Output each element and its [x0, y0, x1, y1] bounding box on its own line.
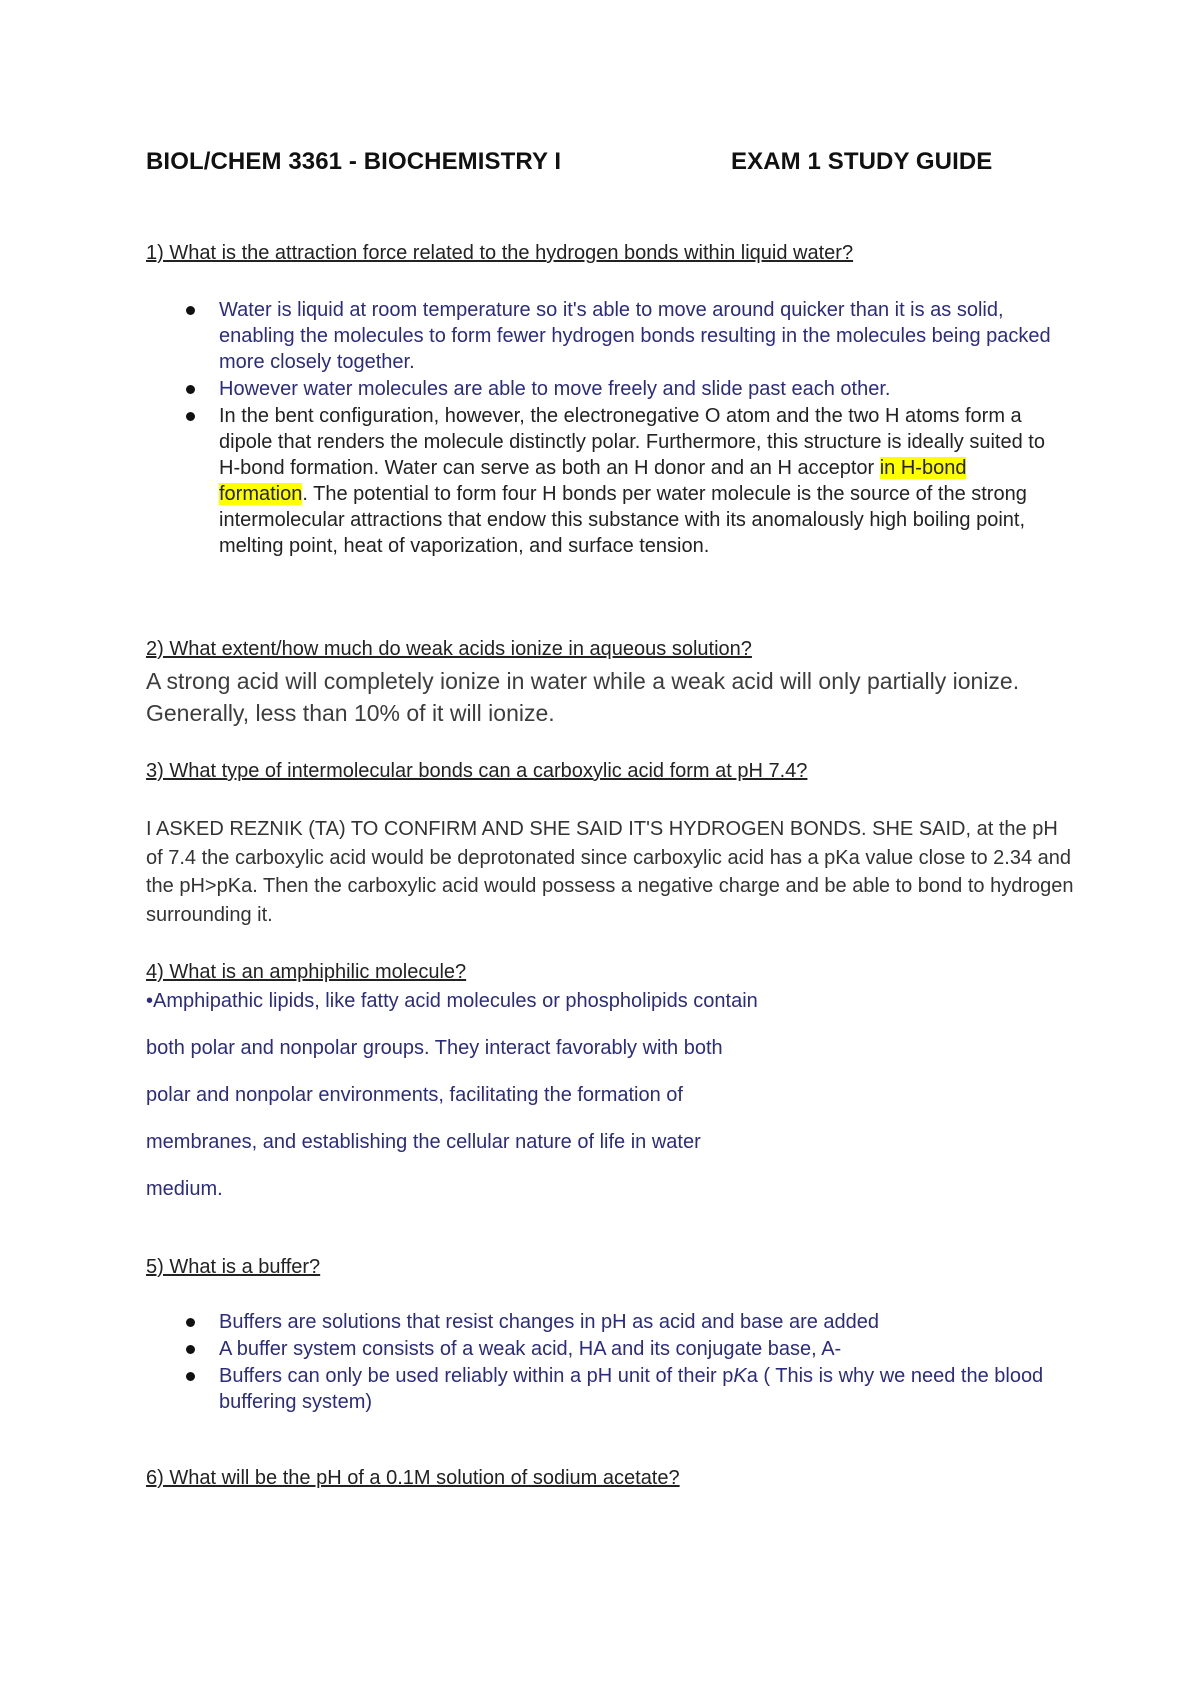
course-title: BIOL/CHEM 3361 - BIOCHEMISTRY I	[146, 148, 562, 175]
bullet-icon	[186, 1345, 195, 1354]
answer-4-line: •Amphipathic lipids, like fatty acid molecules or phospholipids contain	[146, 990, 758, 1012]
question-5: 5) What is a buffer?	[146, 1256, 321, 1278]
answer-4-line: both polar and nonpolar groups. They interact favorably with both	[146, 1037, 723, 1059]
bullet-icon	[186, 1372, 195, 1381]
answer-4-line: polar and nonpolar environments, facilitating the formation of	[146, 1084, 683, 1106]
document-title	[146, 148, 1076, 176]
answer-3: I ASKED REZNIK (TA) TO CONFIRM AND SHE SAID IT'S HYDROGEN BONDS. SHE SAID, at the pH of 7.4 the carboxylic acid would be deprotonated since carboxylic acid has a pKa value close to 2.34 and the pH>pKa. Then the carboxylic acid would possess a negative charge and be able to bond to hydrogen surrounding it.	[146, 818, 1074, 926]
question-3: 3) What type of intermolecular bonds can a carboxylic acid form at pH 7.4?	[146, 760, 808, 782]
answer-4	[146, 989, 1076, 1224]
question-2: 2) What extent/how much do weak acids ionize in aqueous solution?	[146, 638, 752, 660]
bullet-icon	[186, 306, 195, 315]
list-item: Buffers are solutions that resist changes in pH as acid and base are added	[176, 1309, 1056, 1335]
question-4: 4) What is an amphiphilic molecule?	[146, 961, 467, 983]
question-1: 1) What is the attraction force related to the hydrogen bonds within liquid water?	[146, 242, 854, 264]
answer-4-line: medium.	[146, 1178, 223, 1200]
answer-5-list	[176, 1309, 1056, 1416]
bullet-icon	[186, 385, 195, 394]
list-item: Water is liquid at room temperature so it's able to move around quicker than it is as solid, enabling the molecules to form fewer hydrogen bonds resulting in the molecules being packed more closely together.	[176, 297, 1056, 375]
highlighted-text: in H-bond formation	[219, 457, 967, 505]
list-item: In the bent configuration, however, the electronegative O atom and the two H atoms form a dipole that renders the molecule distinctly polar. Furthermore, this structure is ideally suited to H-bond formation. Water can serve as both an H donor and an H acceptor in H-bond formation. The potential to form four H bonds per water molecule is the source of the strong intermolecular attractions that endow this substance with its anomalously high boiling point, melting point, heat of vaporization, and surface tension.	[176, 403, 1056, 559]
answer-4-line: membranes, and establishing the cellular nature of life in water	[146, 1131, 701, 1153]
study-guide-title: EXAM 1 STUDY GUIDE	[731, 148, 993, 175]
list-item: Buffers can only be used reliably within a pH unit of their pKa ( This is why we need the blood buffering system)	[176, 1363, 1056, 1415]
answer-2: A strong acid will completely ionize in water while a weak acid will only partially ionize. Generally, less than 10% of it will ionize.	[146, 668, 1020, 726]
question-6: 6) What will be the pH of a 0.1M solution of sodium acetate?	[146, 1467, 680, 1489]
list-item: A buffer system consists of a weak acid, HA and its conjugate base, A-	[176, 1336, 1056, 1362]
bullet-icon	[186, 1318, 195, 1327]
list-item: However water molecules are able to move freely and slide past each other.	[176, 376, 1056, 402]
answer-1-list	[176, 297, 1056, 560]
bullet-icon	[186, 412, 195, 421]
